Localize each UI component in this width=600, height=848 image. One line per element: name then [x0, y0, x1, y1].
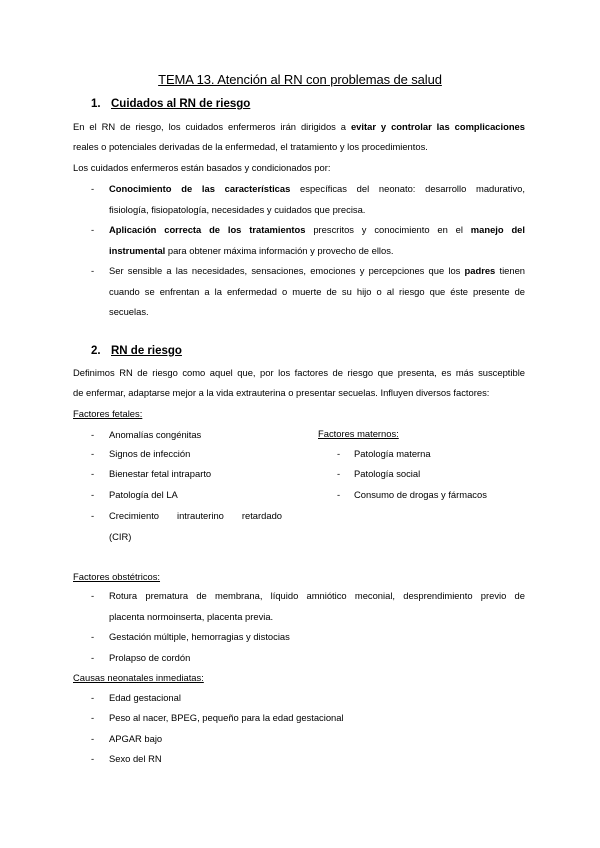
section-1-intro-2: Los cuidados enfermeros están basados y condicionados por:: [73, 162, 331, 173]
dash-marker: -: [337, 448, 341, 459]
list-item-text: Patología del LA: [109, 489, 178, 500]
list-item-text: Sexo del RN: [109, 753, 162, 764]
text-run: para obtener máxima información y provecho de ellos.: [165, 244, 394, 256]
list-item-line: [109, 220, 525, 241]
bold-run: evitar y controlar las complicaciones: [350, 121, 525, 132]
list-item-text: Peso al nacer, BPEG, pequeño para la edad gestacional: [109, 712, 344, 723]
list-item: [91, 444, 311, 465]
list-item: [91, 506, 311, 548]
section-title: Cuidados al RN de riesgo: [111, 98, 251, 110]
list-item-text: Anomalías congénitas: [109, 429, 202, 440]
list-item: [91, 261, 525, 324]
list-item-line: secuelas.: [109, 306, 149, 317]
list-item-line: fisiología, fisiopatología, necesidades y cuidados que precisa.: [109, 203, 366, 215]
bold-run: instrumental: [109, 244, 166, 256]
dash-marker: -: [91, 183, 95, 194]
list-item-text: Patología social: [354, 468, 421, 479]
list-item-text: Patología materna: [354, 448, 431, 459]
bold-run: Aplicación correcta de los tratamientos: [109, 224, 306, 235]
bold-run: manejo del: [470, 224, 525, 235]
list-item: [91, 688, 525, 709]
list-item: [91, 708, 525, 729]
list-item-text: Signos de infección: [109, 448, 191, 459]
dash-marker: -: [91, 468, 95, 479]
list-item-line: cuando se enfrentan a la enfermedad o muerte de su hijo o al riesgo que éste presente de: [109, 285, 525, 297]
section-2-intro-line-1: Definimos RN de riesgo como aquel que, por los factores de riesgo que presenta, es más susceptible: [73, 367, 525, 378]
section-1-intro-line-2: reales o potenciales derivadas de la enfermedad, el tratamiento y los procedimientos.: [73, 141, 428, 152]
list-item-text: Edad gestacional: [109, 692, 181, 703]
maternal-factors-label: Factores maternos:: [318, 428, 399, 439]
page-title: TEMA 13. Atención al RN con problemas de salud: [158, 72, 442, 87]
list-item-line: Crecimiento intrauterino retardado: [109, 510, 282, 521]
list-item-text: Gestación múltiple, hemorragias y distocias: [109, 631, 290, 642]
dash-marker: -: [91, 733, 95, 744]
dash-marker: -: [91, 448, 95, 459]
dash-marker: -: [91, 712, 95, 723]
list-item-line: [109, 179, 525, 200]
list-item: [337, 485, 537, 506]
list-item: [91, 729, 525, 750]
text-run: específicas del neonato: desarrollo madurativo,: [290, 183, 525, 194]
list-item-text: Consumo de drogas y fármacos: [354, 489, 487, 500]
section-2-heading: [91, 345, 182, 357]
list-item-text: APGAR bajo: [109, 733, 163, 744]
section-number: 2.: [91, 345, 101, 357]
list-item: [91, 586, 525, 628]
list-item: [337, 464, 537, 485]
list-item-text: Bienestar fetal intraparto: [109, 468, 212, 479]
dash-marker: -: [91, 590, 95, 601]
dash-marker: -: [337, 489, 341, 500]
list-item: [91, 749, 525, 770]
list-item: [91, 179, 525, 221]
dash-marker: -: [91, 631, 95, 642]
list-item: [91, 485, 311, 506]
text-run: Ser sensible a las necesidades, sensaciones, emociones y percepciones que los: [109, 265, 465, 276]
list-item-line: (CIR): [109, 530, 132, 542]
list-item: [337, 444, 537, 465]
list-item: [91, 627, 525, 648]
dash-marker: -: [91, 510, 95, 521]
section-1-heading: [91, 98, 250, 110]
text-run: prescritos y conocimiento en el: [305, 224, 471, 235]
list-item: [91, 464, 311, 485]
dash-marker: -: [91, 652, 95, 663]
list-item: [91, 648, 525, 669]
dash-marker: -: [91, 753, 95, 764]
list-item-line: Rotura prematura de membrana, líquido amniótico meconial, desprendimiento previo de: [109, 590, 525, 601]
list-item-line: placenta normoinserta, placenta previa.: [109, 610, 274, 622]
list-item-line: [109, 261, 525, 282]
bold-run: Conocimiento de las características: [109, 183, 291, 194]
text-run: tienen: [495, 265, 526, 276]
text-run: En el RN de riesgo, los cuidados enfermeros irán dirigidos a: [73, 121, 351, 132]
bold-run: padres: [464, 265, 496, 276]
list-item: [91, 425, 311, 446]
section-2-intro-line-2: de enfermar, adaptarse mejor a la vida extrauterina o presentar secuelas. Influyen diversos factores:: [73, 387, 490, 398]
section-1-intro-line-1: [73, 117, 525, 138]
fetal-factors-label: Factores fetales:: [73, 408, 143, 419]
section-number: 1.: [91, 98, 101, 110]
neonatal-causes-label: Causas neonatales inmediatas:: [73, 672, 204, 683]
dash-marker: -: [91, 265, 95, 276]
dash-marker: -: [337, 468, 341, 479]
section-title: RN de riesgo: [111, 345, 182, 357]
list-item-text: Prolapso de cordón: [109, 652, 191, 663]
list-item: [91, 220, 525, 262]
dash-marker: -: [91, 429, 95, 440]
obstetric-factors-label: Factores obstétricos:: [73, 571, 161, 582]
list-item-line: [109, 241, 525, 262]
dash-marker: -: [91, 692, 95, 703]
dash-marker: -: [91, 224, 95, 235]
dash-marker: -: [91, 489, 95, 500]
